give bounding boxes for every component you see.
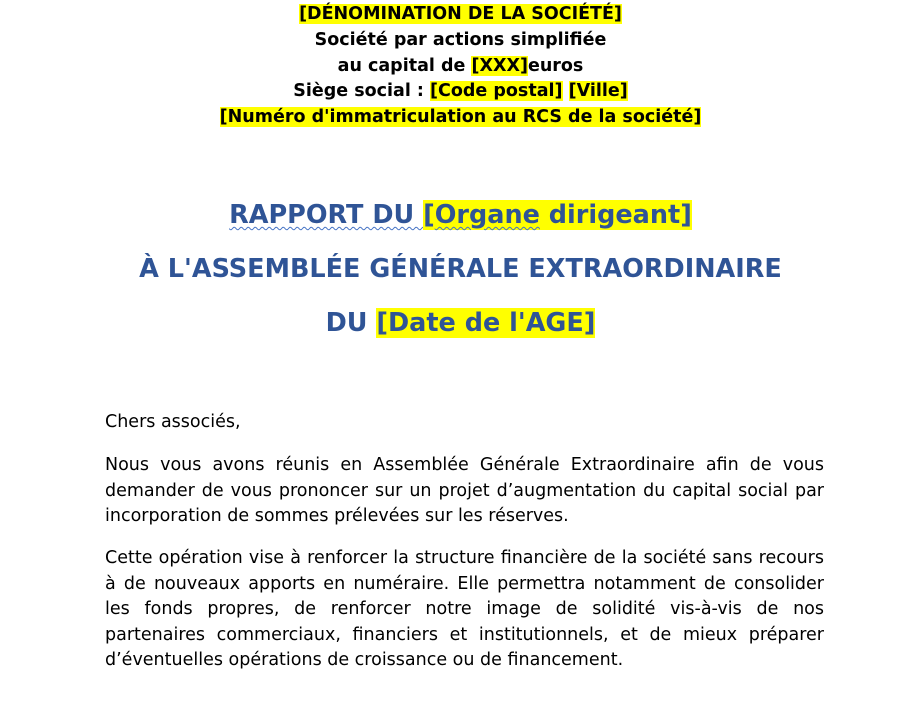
age-date-placeholder: [Date de l'AGE] [376, 308, 596, 338]
paragraph-2: Cette opération vise à renforcer la structure financière de la société sans recours à de nouveaux apports en numéraire. Elle permettra notamment de consolider les fonds propres, de renforcer notre image de solidité vis-à-vis de nos partenaires commerciaux, financiers et institutionnels, et de mieux préparer d’éventuelles opérations de croissance ou de financement. [105, 548, 824, 671]
rcs-number-placeholder: [Numéro d'immatriculation au RCS de la société] [219, 107, 702, 128]
legal-form-line: Société par actions simplifiée [314, 29, 607, 50]
organ-placeholder [423, 200, 692, 230]
report-title-line-2: À L'ASSEMBLÉE GÉNÉRALE EXTRAORDINAIRE [139, 254, 782, 284]
organ-rest: dirigeant] [539, 200, 692, 230]
report-title-line-3 [0, 306, 921, 340]
report-title-date-prefix: DU [325, 308, 377, 338]
greeting: Chers associés, [105, 412, 241, 432]
organ-word: Organe [434, 200, 540, 230]
capital-prefix: au capital de [337, 55, 472, 76]
capital-suffix: euros [527, 55, 584, 76]
company-header [0, 2, 921, 131]
report-title-line-1 [0, 198, 921, 232]
registered-office-label: Siège social : [293, 81, 431, 102]
postal-code-placeholder: [Code postal] [430, 81, 563, 102]
capital-line [0, 54, 921, 80]
paragraph-1: Nous vous avons réunis en Assemblée Générale Extraordinaire afin de vous demander de vous prononcer sur un projet d’augmentation du capital social par incorporation de sommes prélevées sur les réserves. [105, 455, 824, 527]
registered-office-line [0, 79, 921, 105]
company-name-line [0, 2, 921, 28]
rcs-line [0, 105, 921, 131]
organ-bracket-open: [ [423, 200, 435, 230]
capital-amount-placeholder: [XXX] [471, 55, 528, 76]
company-name-placeholder: [DÉNOMINATION DE LA SOCIÉTÉ] [299, 4, 622, 24]
report-title-prefix: RAPPORT DU [229, 200, 424, 230]
city-placeholder: [Ville] [568, 81, 628, 102]
